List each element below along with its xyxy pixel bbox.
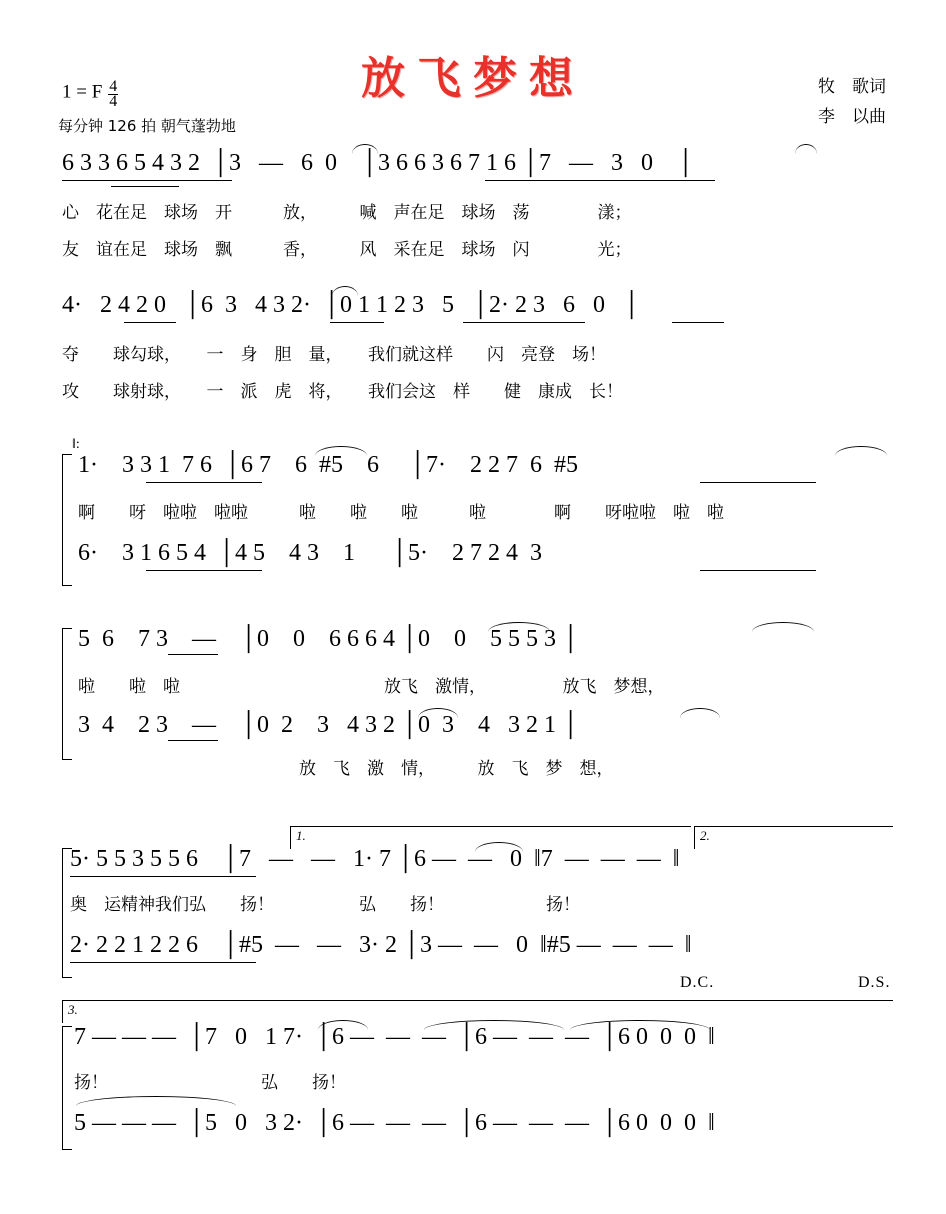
volta-2-label: 2. [700, 828, 710, 843]
time-signature [108, 80, 118, 110]
credits [818, 72, 886, 132]
volta-1-label: 1. [296, 828, 306, 843]
system-4-lyrics-lower: 放 飞 激 情， 放 飞 梦 想， [78, 759, 614, 779]
system-1-lyrics-verse-1: 心 花在足 球场 开 放， 喊 声在足 球场 荡 漾； [62, 203, 632, 223]
ds-marking: D.S. [858, 974, 891, 991]
slur [752, 622, 814, 632]
volta-2 [694, 826, 893, 849]
system-4-upper-voice: 5 6 7 3 — │0 0 6 6 6 4 │0 0 5 5 5 3 │ [78, 626, 580, 652]
system-2-lyrics-verse-1: 夺 球勾球， 一 身 胆 量， 我们就这样 闪 亮登 场！ [62, 345, 606, 365]
system-1-melody: 6 3 3 6 5 4 3 2 │3 — 6 0 │3 6 6 3 6 7 1 6 │7 — 3 0 │ [62, 150, 695, 176]
system-5-lower-voice: 2· 2 2 1 2 2 6 │#5 — — 3· 2 │3 — — 0 ‖#5 — — — ‖ [70, 932, 692, 958]
staff-bracket [62, 628, 72, 760]
beam [672, 322, 724, 323]
tempo-marking: 每分钟 126 拍 朝气蓬勃地 [58, 117, 236, 135]
slur [835, 446, 887, 456]
beam [168, 740, 218, 741]
dc-marking: D.C. [680, 974, 715, 991]
beam [168, 654, 218, 655]
slur [680, 708, 720, 718]
beam [330, 322, 384, 323]
staff-bracket [62, 1026, 72, 1150]
slur [418, 708, 458, 718]
time-signature-numerator: 4 [109, 78, 118, 95]
slur [332, 286, 358, 296]
slur [795, 144, 817, 154]
key-signature [62, 78, 118, 111]
beam [70, 876, 256, 877]
beam [124, 322, 176, 323]
composer: 李 以曲 [818, 107, 886, 127]
beam [62, 180, 232, 181]
system-6-lower-voice: 5 — — — │5 0 3 2· │6 — — — │6 — — — │6 0 0 0 ‖ [74, 1110, 715, 1136]
repeat-sign: ‖: [72, 437, 80, 452]
beam [70, 962, 256, 963]
system-4-lower-voice: 3 4 2 3 — │0 2 3 4 3 2 │0 3 4 3 2 1 │ [78, 712, 580, 738]
page-title: 放飞梦想 [361, 53, 585, 104]
system-3-upper-voice: 1· 3 3 1 7 6 │6 7 6 #5 6 │7· 2 2 7 6 #5 [78, 452, 596, 478]
time-signature-denominator: 4 [109, 93, 118, 111]
system-2-lyrics-verse-2: 攻 球射球， 一 派 虎 将， 我们会这 样 健 康成 长！ [62, 382, 623, 402]
lyricist: 牧 歌词 [818, 77, 886, 97]
system-1-lyrics-verse-2: 友 谊在足 球场 飘 香， 风 采在足 球场 闪 光； [62, 240, 632, 260]
beam [485, 180, 715, 181]
key-signature-text: 1 = F [62, 81, 103, 103]
slur [488, 622, 550, 632]
beam [700, 570, 816, 571]
system-2-melody: 4· 2 4 2 0 │6 3 4 3 2· │0 1 1 2 3 5 │2· 2 3 6 0 │ [62, 292, 640, 318]
system-3-lyrics: 啊 呀 啦啦 啦啦 啦 啦 啦 啦 啊 呀啦啦 啦 啦 [78, 503, 724, 523]
system-6-lyrics: 扬！ 弘 扬！ [74, 1073, 346, 1093]
beam [700, 482, 816, 483]
slur [352, 144, 378, 154]
staff-bracket [62, 454, 72, 586]
beam [463, 322, 585, 323]
system-3-lower-voice: 6· 3 1 6 5 4 │4 5 4 3 1 │5· 2 7 2 4 3 [78, 540, 566, 566]
volta-3-label: 3. [68, 1002, 78, 1017]
system-6-upper-voice: 7 — — — │7 0 1 7· │6 — — — │6 — — — │6 0 0 0 ‖ [74, 1024, 715, 1050]
slur [76, 1096, 236, 1106]
system-5-lyrics: 奥 运精神我们弘 扬！ 弘 扬！ 扬！ [70, 895, 580, 915]
system-5-upper-voice: 5· 5 5 3 5 5 6 │7 — — 1· 7 │6 — — 0 ‖7 — — — ‖ [70, 846, 680, 872]
beam [146, 482, 262, 483]
slur [315, 446, 367, 456]
system-4-lyrics: 啦 啦 啦 放飞 激情， 放飞 梦想， [78, 677, 665, 697]
beam [111, 186, 179, 187]
beam [146, 570, 262, 571]
